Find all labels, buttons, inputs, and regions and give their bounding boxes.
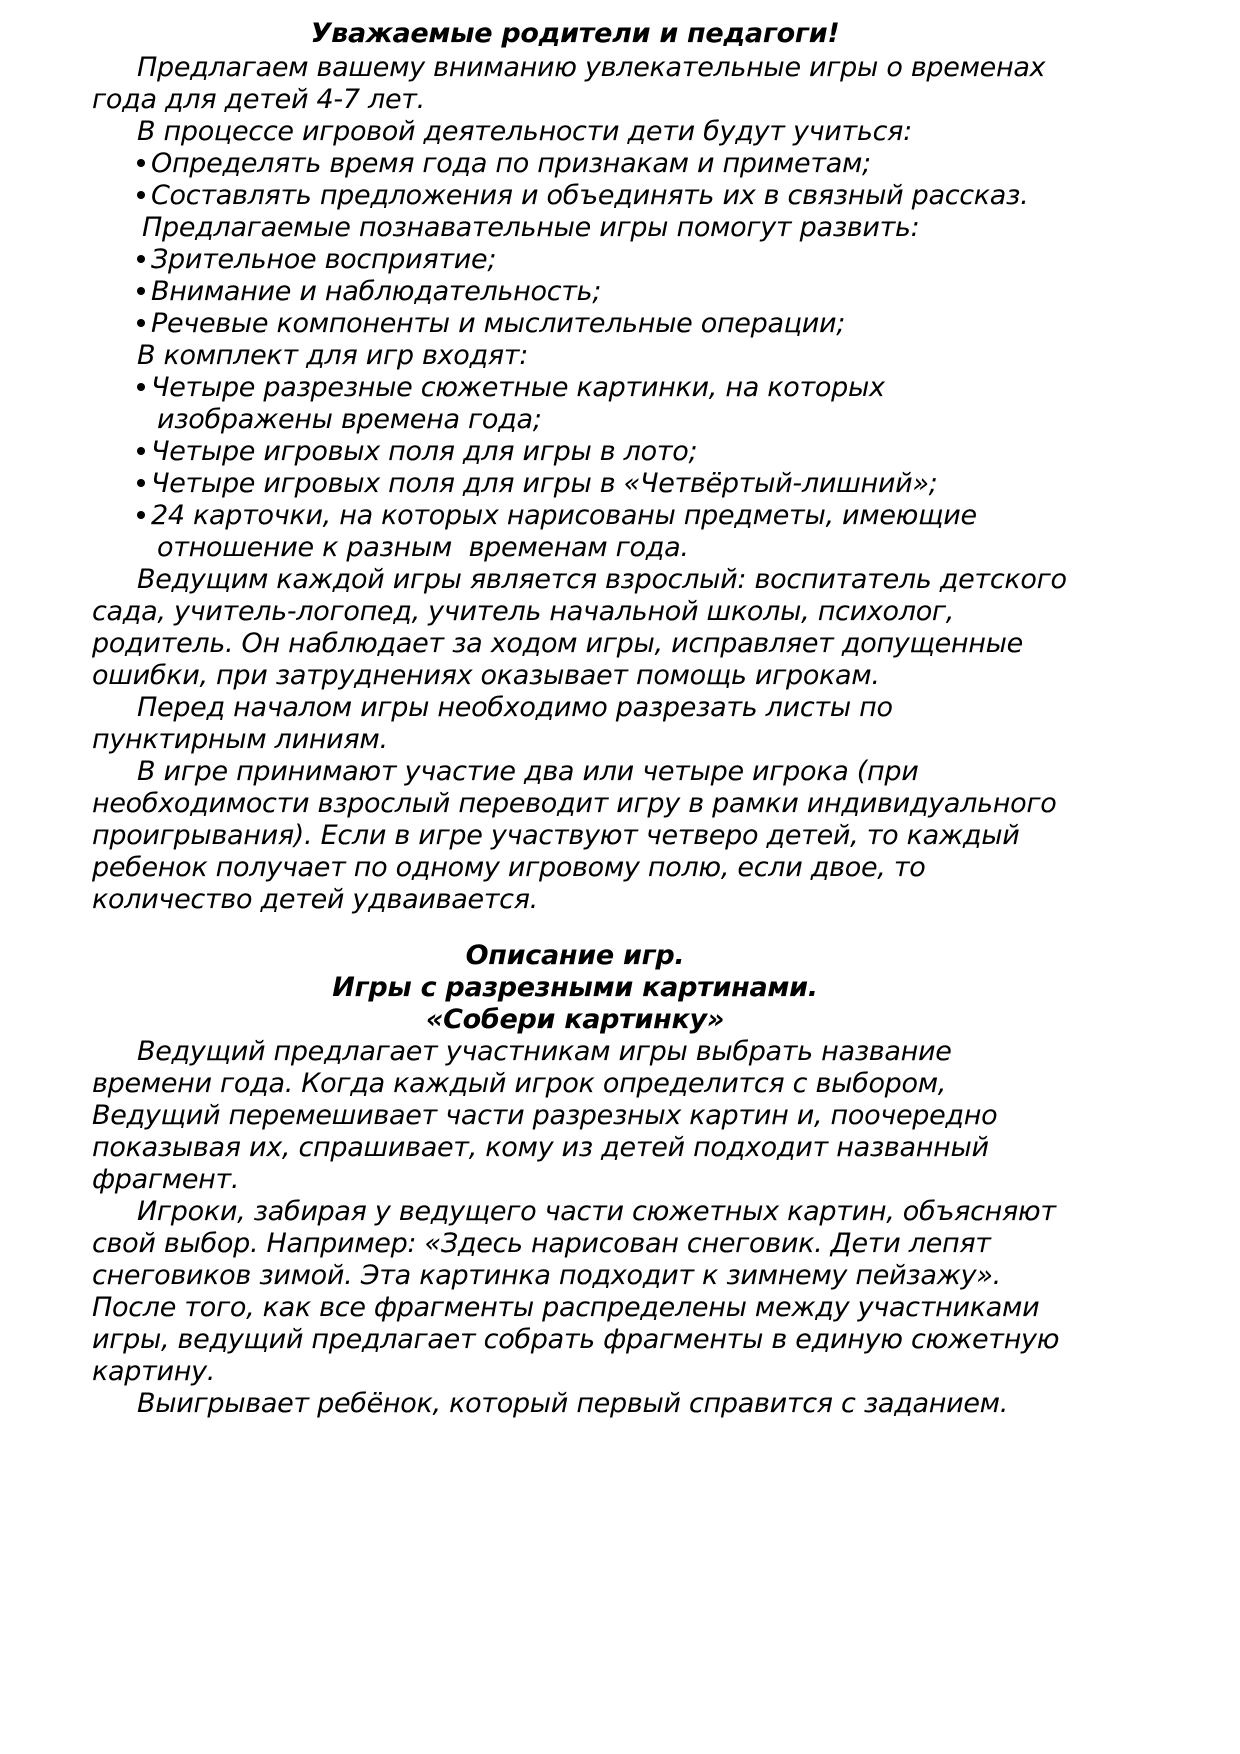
players-paragraph-line: ребенок получает по одному игровому полю, если двое, то xyxy=(92,852,926,883)
learn-item: Определять время года по признакам и приметам; xyxy=(137,146,871,181)
cut-paragraph-line: пунктирным линиям. xyxy=(92,724,388,755)
bullet-icon xyxy=(137,511,145,519)
bullet-icon xyxy=(137,287,145,295)
intro-line-2: года для детей 4-7 лет. xyxy=(92,84,425,115)
develop-heading: Предлагаемые познавательные игры помогут развить: xyxy=(142,212,920,243)
game-paragraph-line: времени года. Когда каждый игрок определится с выбором, xyxy=(92,1068,947,1099)
section-title: Описание игр. xyxy=(465,940,685,971)
bullet-icon xyxy=(137,383,145,391)
players-paragraph-line: проигрывания). Если в игре участвуют четверо детей, то каждый xyxy=(92,820,1020,851)
host-paragraph-line: Ведущим каждой игры является взрослый: воспитатель детского xyxy=(137,564,1067,595)
bullet-icon xyxy=(137,191,145,199)
cut-paragraph-line: Перед началом игры необходимо разрезать листы по xyxy=(137,692,893,723)
game-paragraph-line: снеговиков зимой. Эта картинка подходит к зимнему пейзажу». xyxy=(92,1260,1001,1291)
game-paragraph-line: свой выбор. Например: «Здесь нарисован снеговик. Дети лепят xyxy=(92,1228,991,1259)
game-paragraph-line: картину. xyxy=(92,1356,216,1387)
develop-item: Зрительное восприятие; xyxy=(137,242,496,277)
kit-item: Четыре игровых поля для игры в лото; xyxy=(137,434,697,469)
kit-item: Четыре разрезные сюжетные картинки, на которых xyxy=(137,370,885,405)
game-paragraph-line: показывая их, спрашивает, кому из детей подходит названный xyxy=(92,1132,989,1163)
bullet-icon xyxy=(137,159,145,167)
kit-item: 24 карточки, на которых нарисованы предметы, имеющие xyxy=(137,498,977,533)
players-paragraph-line: В игре принимают участие два или четыре игрока (при xyxy=(137,756,919,787)
bullet-icon xyxy=(137,447,145,455)
intro-line-1: Предлагаем вашему вниманию увлекательные игры о временах xyxy=(137,52,1046,83)
subsection-title: Игры с разрезными картинами. xyxy=(332,972,818,1003)
game-paragraph-line: игры, ведущий предлагает собрать фрагменты в единую сюжетную xyxy=(92,1324,1060,1355)
develop-item: Речевые компоненты и мыслительные операции; xyxy=(137,306,845,341)
game-paragraph-line: Игроки, забирая у ведущего части сюжетных картин, объясняют xyxy=(137,1196,1056,1227)
game-paragraph-line: Ведущий перемешивает части разрезных картин и, поочередно xyxy=(92,1100,998,1131)
bullet-icon xyxy=(137,319,145,327)
kit-item: Четыре игровых поля для игры в «Четвёртый-лишний»; xyxy=(137,466,937,501)
players-paragraph-line: количество детей удваивается. xyxy=(92,884,538,915)
develop-item: Внимание и наблюдательность; xyxy=(137,274,601,309)
kit-heading: В комплект для игр входят: xyxy=(137,340,528,371)
host-paragraph-line: ошибки, при затруднениях оказывает помощь игрокам. xyxy=(92,660,880,691)
learn-item: Составлять предложения и объединять их в связный рассказ. xyxy=(137,178,1028,213)
game-paragraph-line: фрагмент. xyxy=(92,1164,240,1195)
bullet-icon xyxy=(137,255,145,263)
game-paragraph-line: После того, как все фрагменты распределены между участниками xyxy=(92,1292,1040,1323)
game-paragraph-line: Выигрывает ребёнок, который первый справится с заданием. xyxy=(137,1388,1009,1419)
host-paragraph-line: сада, учитель-логопед, учитель начальной школы, психолог, xyxy=(92,596,955,627)
game-title: «Собери картинку» xyxy=(425,1004,725,1035)
host-paragraph-line: родитель. Он наблюдает за ходом игры, исправляет допущенные xyxy=(92,628,1023,659)
bullet-icon xyxy=(137,479,145,487)
kit-item-continuation: отношение к разным временам года. xyxy=(157,532,689,563)
kit-item-continuation: изображены времена года; xyxy=(157,404,542,435)
game-paragraph-line: Ведущий предлагает участникам игры выбрать название xyxy=(137,1036,952,1067)
learn-heading: В процессе игровой деятельности дети будут учиться: xyxy=(137,116,912,147)
greeting-heading: Уважаемые родители и педагоги! xyxy=(310,18,840,49)
players-paragraph-line: необходимости взрослый переводит игру в рамки индивидуального xyxy=(92,788,1057,819)
